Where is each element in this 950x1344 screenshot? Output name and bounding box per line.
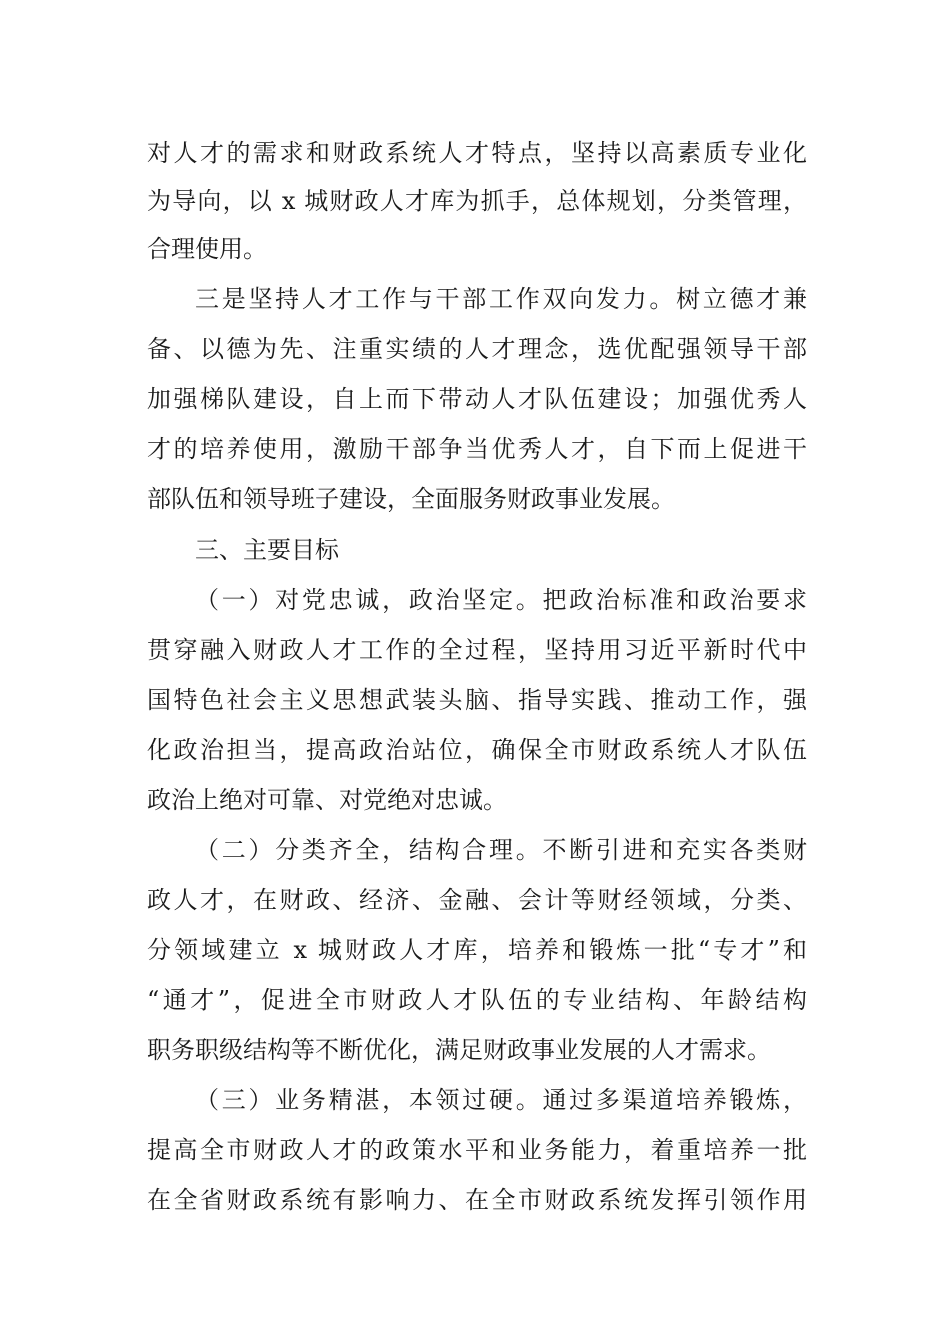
p0-line-2: 合理使用。 [147, 235, 267, 263]
p3-line-1: 贯穿融入财政人才工作的全过程，坚持用习近平新时代中 [147, 636, 807, 664]
p5-line-1: 提高全市财政人才的政策水平和业务能力，着重培养一批 [147, 1136, 807, 1164]
p3-line-4: 政治上绝对可靠、对党绝对忠诚。 [147, 786, 507, 814]
p1-line-4: 部队伍和领导班子建设，全面服务财政事业发展。 [147, 485, 675, 513]
p0-line-0: 对人才的需求和财政系统人才特点，坚持以高素质专业化 [147, 139, 807, 167]
p4-line-4: 职务职级结构等不断优化，满足财政事业发展的人才需求。 [147, 1036, 771, 1064]
p5-line-2: 在全省财政系统有影响力、在全市财政系统发挥引领作用 [147, 1186, 807, 1214]
p4-line-0: （二）分类齐全，结构合理。不断引进和充实各类财 [195, 836, 807, 864]
section-heading: 三、主要目标 [195, 536, 339, 564]
p5-line-0: （三）业务精湛，本领过硬。通过多渠道培养锻炼， [195, 1086, 807, 1114]
p0-line-1: 为导向，以 x 城财政人才库为抓手，总体规划，分类管理， [147, 187, 807, 215]
p1-line-3: 才的培养使用，激励干部争当优秀人才，自下而上促进干 [147, 435, 807, 463]
p1-line-2: 加强梯队建设，自上而下带动人才队伍建设；加强优秀人 [147, 385, 807, 413]
p3-line-2: 国特色社会主义思想武装头脑、指导实践、推动工作，强 [147, 686, 807, 714]
p4-line-1: 政人才，在财政、经济、金融、会计等财经领域，分类、 [147, 886, 807, 914]
p4-line-3: “通才”，促进全市财政人才队伍的专业结构、年龄结构 [147, 986, 807, 1014]
p1-line-1: 备、以德为先、注重实绩的人才理念，选优配强领导干部 [147, 335, 807, 363]
p3-line-0: （一）对党忠诚，政治坚定。把政治标准和政治要求 [195, 586, 807, 614]
p4-line-2: 分领域建立 x 城财政人才库，培养和锻炼一批“专才”和 [147, 936, 807, 964]
p3-line-3: 化政治担当，提高政治站位，确保全市财政系统人才队伍 [147, 736, 807, 764]
p1-line-0: 三是坚持人才工作与干部工作双向发力。树立德才兼 [195, 285, 807, 313]
